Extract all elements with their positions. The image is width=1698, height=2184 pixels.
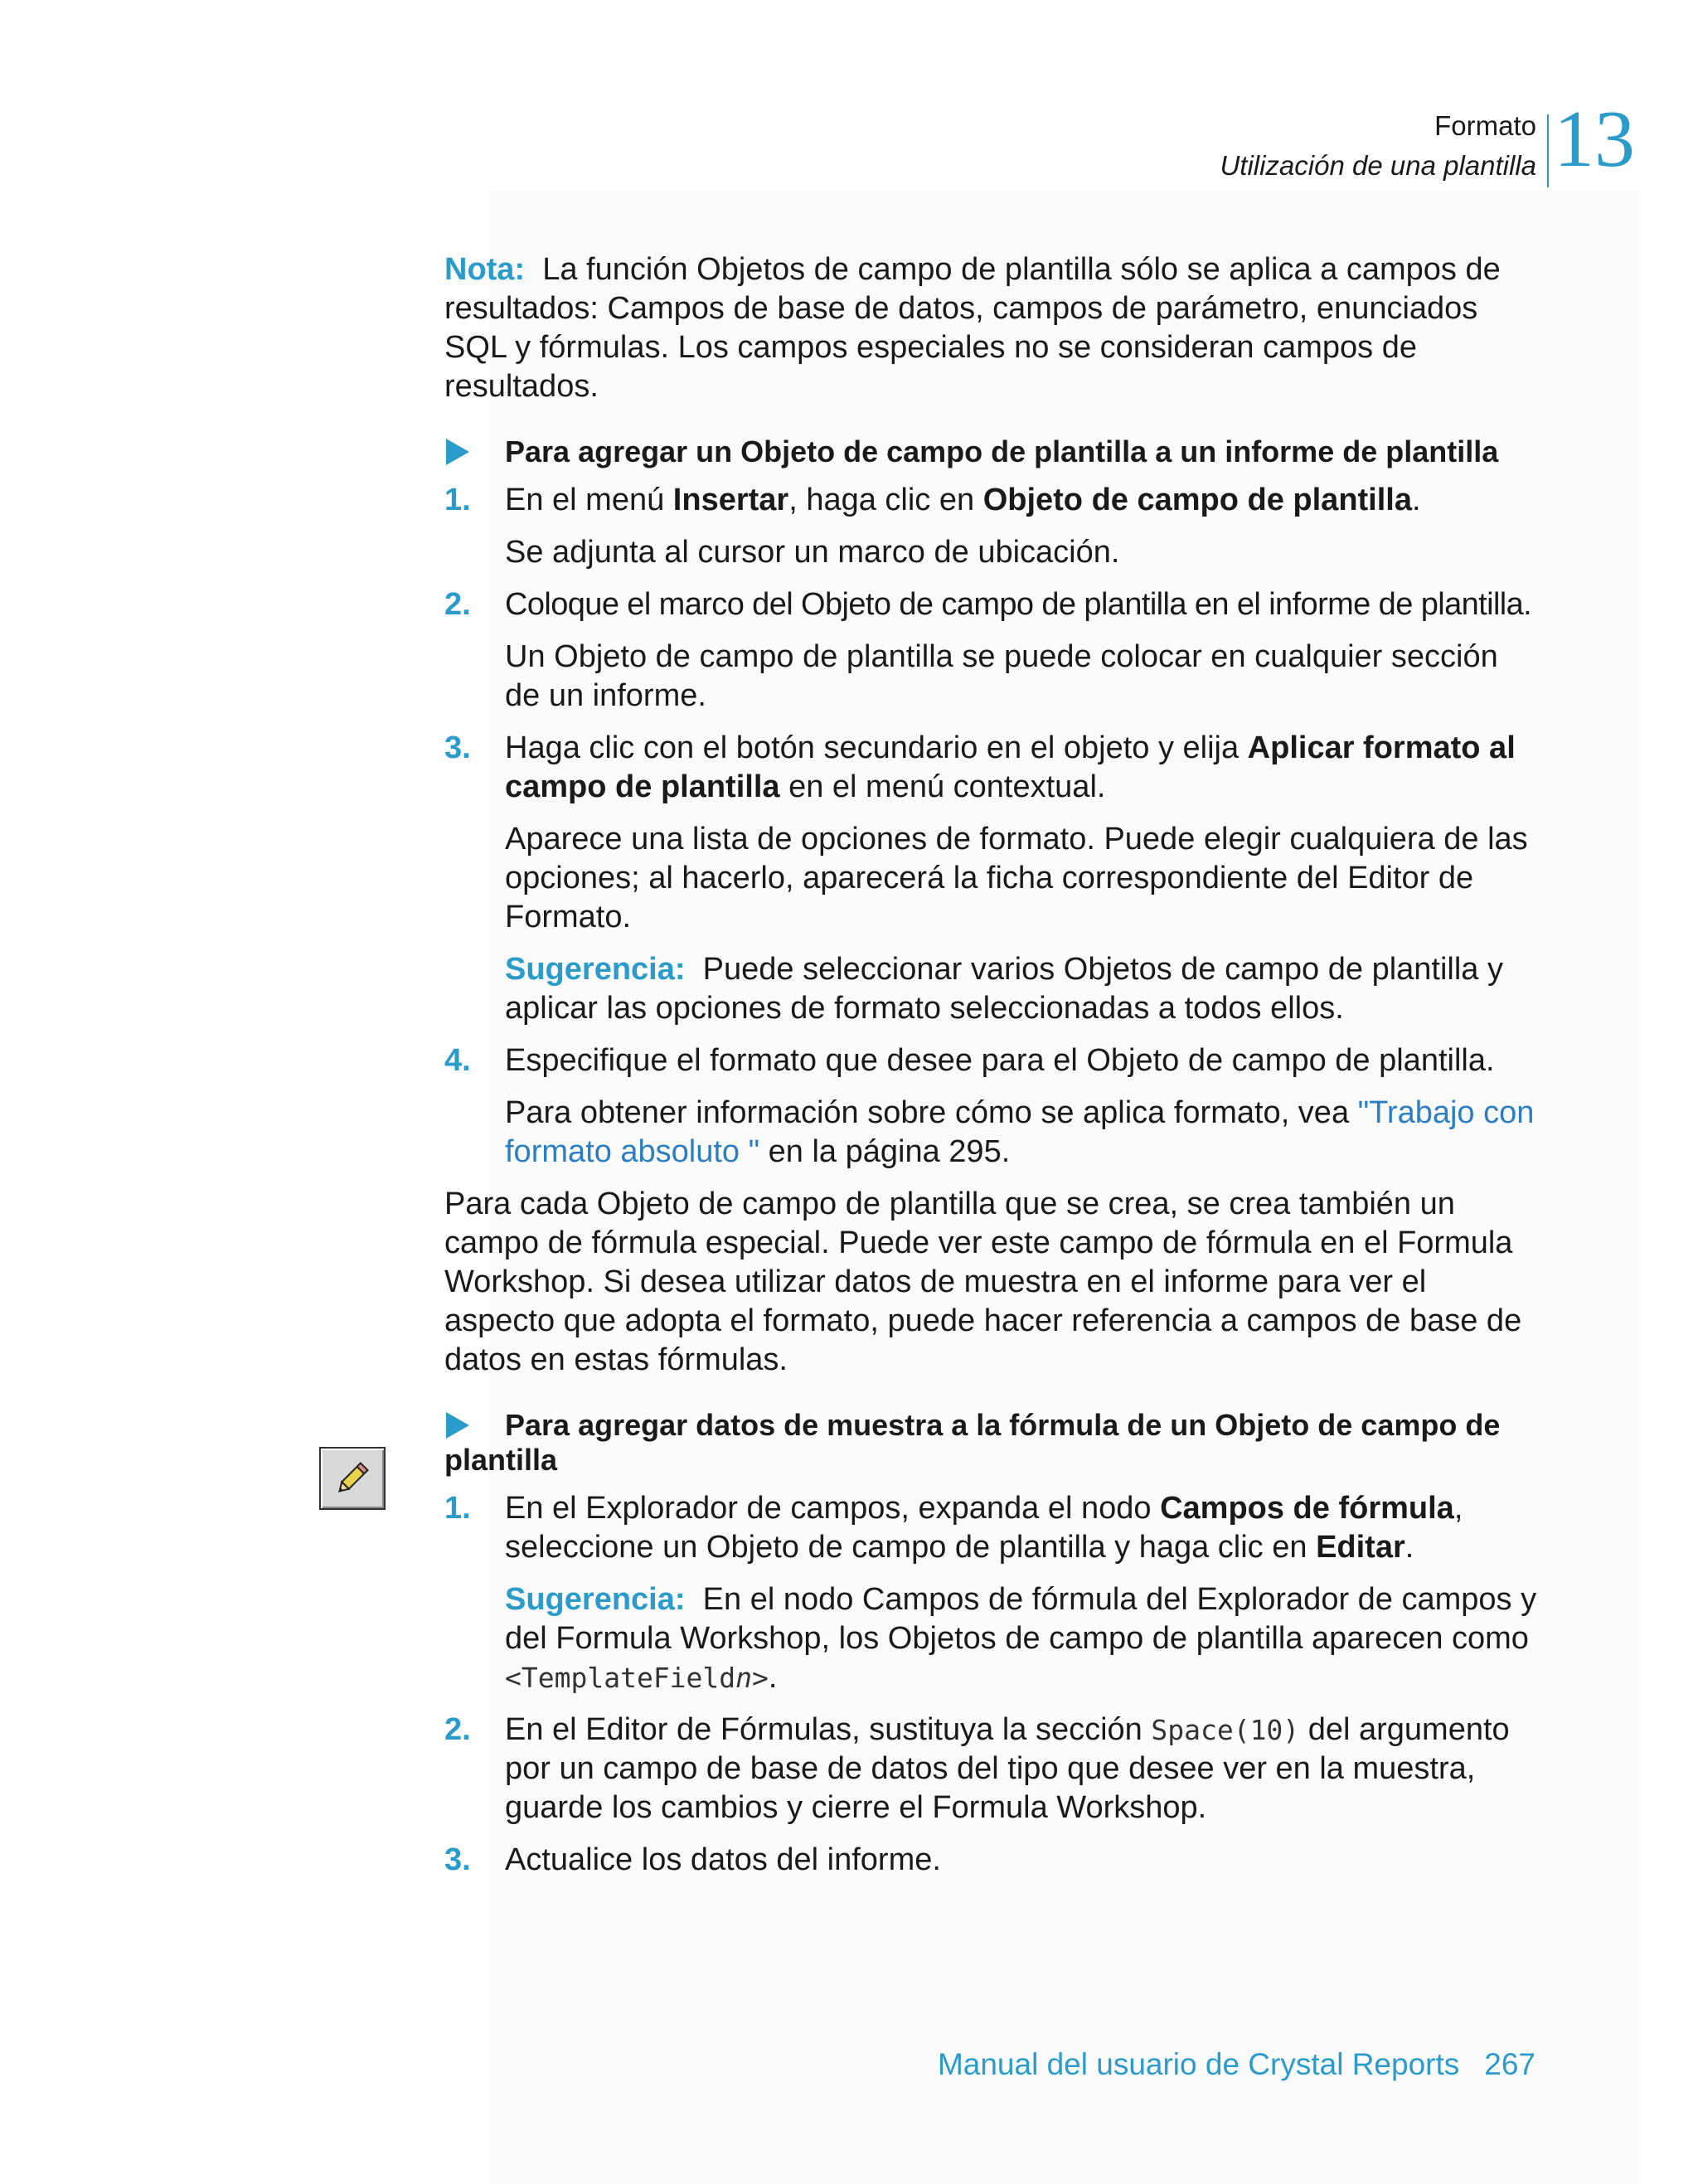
code-text: <TemplateFieldn> — [505, 1662, 769, 1694]
step: 3. Haga clic con el botón secundario en el objeto y elija Aplicar formato al campo de plantilla en el menú contextual. — [444, 730, 1516, 804]
step: 1. En el menú Insertar, haga clic en Objeto de campo de plantilla. — [444, 481, 1539, 520]
step-number: 2. — [444, 1712, 471, 1747]
manual-title: Manual del usuario de Crystal Reports — [937, 2047, 1460, 2081]
step: 4. Especifique el formato que desee para el Objeto de campo de plantilla. — [444, 1041, 1539, 1080]
step-number: 3. — [444, 730, 471, 765]
note — [444, 250, 1539, 406]
cross-reference-link[interactable]: "Trabajo con formato absoluto " — [505, 1095, 1535, 1169]
step-result: Se adjunta al cursor un marco de ubicación. — [505, 535, 1120, 570]
page-footer — [938, 2046, 1535, 2083]
page-content — [444, 250, 1539, 1893]
step-number: 1. — [444, 483, 471, 517]
triangle-bullet-icon — [446, 439, 469, 465]
note-label: Nota: — [444, 252, 526, 287]
step-result: Aparece una lista de opciones de formato. Puede elegir cualquiera de las opciones; al hacerlo, aparecerá la ficha correspondiente del Editor de Formato. — [505, 822, 1528, 934]
step: 2. En el Editor de Fórmulas, sustituya la sección Space(10) del argumento por un campo de base de datos del tipo que desee ver en la muestra, guarde los cambios y cierre el Formula Workshop. — [444, 1712, 1510, 1825]
step-result: Para obtener información sobre cómo se aplica formato, vea "Trabajo con formato absoluto " en la página 295. — [505, 1095, 1535, 1169]
section-title: Utilización de una plantilla — [1220, 150, 1536, 181]
procedure-heading: Para agregar datos de muestra a la fórmula de un Objeto de campo de plantilla — [444, 1408, 1501, 1477]
node-name: Campos de fórmula — [1160, 1491, 1454, 1526]
step-result: Un Objeto de campo de plantilla se puede colocar en cualquier sección de un informe. — [505, 639, 1498, 713]
page-number: 267 — [1484, 2047, 1535, 2081]
code-text: Space(10) — [1151, 1714, 1300, 1746]
header-divider — [1547, 114, 1549, 187]
tip: Sugerencia: Puede seleccionar varios Objetos de campo de plantilla y aplicar las opciones de formato seleccionadas a todos ellos. — [505, 952, 1503, 1026]
body-paragraph: Para cada Objeto de campo de plantilla que se crea, se crea también un campo de fórmula especial. Puede ver este campo de fórmula en el Formula Workshop. Si desea utilizar datos de muestra en el informe para ver el aspecto que adopta el formato, puede hacer referencia a campos de base de datos en estas fórmulas. — [444, 1187, 1522, 1377]
triangle-bullet-icon — [446, 1412, 469, 1439]
pencil-edit-icon — [319, 1447, 386, 1510]
procedure-heading: Para agregar un Objeto de campo de plantilla a un informe de plantilla — [444, 434, 1539, 469]
command-name: Editar — [1316, 1530, 1405, 1565]
tip: Sugerencia: En el nodo Campos de fórmula del Explorador de campos y del Formula Workshop, los Objetos de campo de plantilla aparecen como <TemplateFieldn>. — [505, 1582, 1537, 1695]
step-number: 4. — [444, 1043, 471, 1078]
step: 3. Actualice los datos del informe. — [444, 1841, 1539, 1880]
chapter-title: Formato — [1434, 110, 1536, 141]
step: 2. Coloque el marco del Objeto de campo de plantilla en el informe de plantilla. — [444, 585, 1539, 624]
command-name: Aplicar formato al campo de plantilla — [505, 730, 1516, 804]
step-number: 3. — [444, 1842, 471, 1877]
tip-label: Sugerencia: — [505, 1582, 686, 1617]
note-text: La función Objetos de campo de plantilla sólo se aplica a campos de resultados: Campos de base de datos, campos de parámetro, enunciados SQL y fórmulas. Los campos especiales no se consideran campos de resultados. — [444, 252, 1501, 404]
step-number: 1. — [444, 1491, 471, 1526]
chapter-number: 13 — [1554, 95, 1635, 184]
step: 1. En el Explorador de campos, expanda el nodo Campos de fórmula, seleccione un Objeto de campo de plantilla y haga clic en Editar. — [444, 1491, 1463, 1565]
step-number: 2. — [444, 587, 471, 622]
running-header — [1220, 106, 1536, 186]
menu-name: Insertar — [672, 483, 789, 517]
command-name: Objeto de campo de plantilla — [982, 483, 1412, 517]
tip-label: Sugerencia: — [505, 952, 686, 987]
